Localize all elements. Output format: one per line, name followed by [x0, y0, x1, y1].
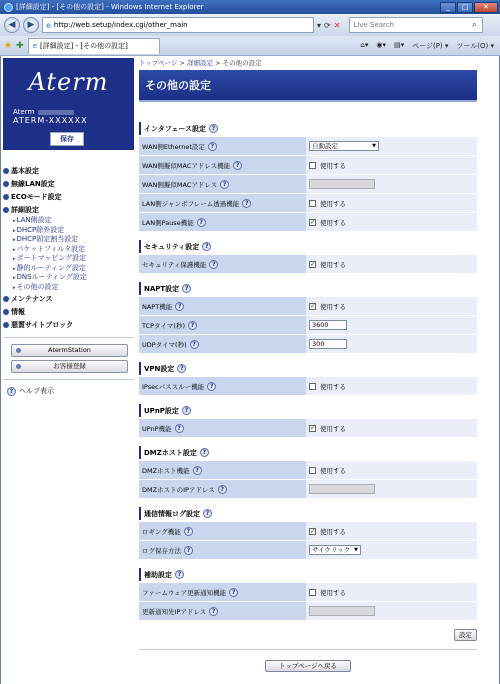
ie-logo-icon — [4, 3, 13, 12]
tools-menu[interactable]: ツール(O) ▾ — [456, 41, 494, 50]
breadcrumb-advanced-link[interactable]: 詳細設定 — [187, 59, 214, 67]
setting-checkbox[interactable] — [309, 383, 316, 390]
disabled-input — [309, 179, 375, 189]
customer-registration-button[interactable]: お客様登録 — [11, 360, 128, 373]
settings-section — [139, 404, 477, 438]
checkbox-label: 使用する — [320, 161, 346, 170]
help-icon[interactable]: ? — [175, 570, 184, 579]
sidebar-subitem[interactable]: ▸ DHCP固定割当設定 — [3, 235, 134, 245]
section-title: 通信情報ログ設定 — [144, 509, 200, 518]
help-label: ヘルプ表示 — [19, 387, 54, 395]
section-title: DMZホスト設定 — [144, 448, 197, 457]
help-icon[interactable]: ? — [197, 218, 206, 227]
setting-value-cell — [306, 522, 477, 540]
settings-section — [139, 282, 477, 354]
divider — [3, 379, 134, 380]
checkbox-label: 使用する — [320, 466, 346, 475]
sidebar-subitem[interactable]: ▸ DHCP除外設定 — [3, 226, 134, 236]
settings-section — [139, 446, 477, 499]
checkbox-label: 使用する — [320, 260, 346, 269]
sidebar-item[interactable] — [3, 318, 134, 331]
setting-value-cell — [306, 255, 477, 273]
model-line — [3, 108, 134, 116]
sidebar-item-label: メンテナンス — [11, 294, 53, 303]
setting-label-cell — [139, 522, 306, 540]
atermstation-button[interactable]: AtermStation — [11, 344, 128, 357]
setting-select[interactable] — [309, 141, 379, 151]
settings-form — [139, 122, 477, 621]
help-icon[interactable]: ? — [207, 382, 216, 391]
settings-section — [139, 240, 477, 274]
section-heading — [139, 282, 477, 295]
address-bar — [0, 14, 500, 36]
url-text: http://web.setup/index.cgi/other_main — [53, 21, 188, 29]
setting-label-cell — [139, 377, 306, 395]
setting-row — [139, 377, 477, 396]
setting-row — [139, 156, 477, 175]
setting-value-cell — [306, 583, 477, 601]
sidebar-subitem[interactable]: ▸ 静的ルーティング設定 — [3, 264, 134, 274]
checkbox-label: 使用する — [320, 588, 346, 597]
setting-row — [139, 316, 477, 335]
checkbox-label: 使用する — [320, 527, 346, 536]
setting-select[interactable] — [309, 545, 361, 555]
help-icon: ? — [7, 387, 16, 396]
help-icon[interactable]: ? — [190, 340, 199, 349]
help-icon[interactable]: ? — [175, 302, 184, 311]
setting-label: WAN側擬似MACアドレス機能 — [142, 161, 231, 170]
select-value: 自動設定 — [312, 142, 338, 150]
close-button[interactable]: ✕ — [474, 2, 498, 13]
sidebar-menu — [3, 164, 134, 331]
help-icon[interactable]: ? — [218, 485, 227, 494]
help-icon[interactable]: ? — [209, 124, 218, 133]
section-heading — [139, 362, 477, 375]
page-menu[interactable]: ページ(P) ▾ — [412, 41, 449, 50]
checkbox-label: 使用する — [320, 218, 346, 227]
help-icon[interactable]: ? — [202, 242, 211, 251]
setting-input[interactable]: 3600 — [309, 320, 347, 330]
setting-label: WAN側擬似MACアドレス — [142, 180, 218, 189]
sidebar-item[interactable] — [3, 292, 134, 305]
sidebar-item-label: 情報 — [11, 307, 25, 316]
sidebar-subitem[interactable]: ▸ LAN側設定 — [3, 216, 134, 226]
setting-value-cell — [306, 419, 477, 437]
setting-label-cell — [139, 137, 306, 155]
setting-value-cell — [306, 156, 477, 174]
minimize-button[interactable]: _ — [440, 2, 456, 13]
setting-label-cell — [139, 194, 306, 212]
back-to-top-button[interactable]: トップページへ戻る — [265, 660, 351, 672]
arrow-icon — [3, 194, 9, 200]
feeds-icon[interactable]: ◉▾ — [376, 40, 386, 49]
setting-value-cell — [306, 137, 477, 155]
setting-label-cell — [139, 175, 306, 193]
checkbox-label: 使用する — [320, 382, 346, 391]
help-icon[interactable]: ? — [209, 607, 218, 616]
setting-label: NAPT機能 — [142, 302, 173, 311]
disabled-input — [309, 606, 375, 616]
setting-checkbox[interactable] — [309, 261, 316, 268]
dropdown-icon[interactable]: ▾ — [317, 20, 322, 30]
setting-label-cell — [139, 602, 306, 620]
settings-section — [139, 507, 477, 560]
setting-input[interactable]: 300 — [309, 339, 347, 349]
setting-label-cell — [139, 480, 306, 498]
brand-panel — [3, 58, 134, 150]
section-title: セキュリティ設定 — [144, 242, 200, 251]
model-name: ATERM-XXXXXX — [13, 116, 88, 125]
chevron-down-icon: ▼ — [372, 143, 376, 149]
setting-label: セキュリティ保護機能 — [142, 260, 207, 269]
help-icon[interactable]: ? — [184, 546, 193, 555]
maximize-button[interactable]: □ — [457, 2, 473, 13]
sidebar-item-label: 基本設定 — [11, 166, 39, 175]
home-icon[interactable]: ⌂▾ — [360, 40, 369, 49]
setting-label-cell — [139, 255, 306, 273]
help-icon[interactable]: ? — [177, 364, 186, 373]
setting-value-cell — [306, 213, 477, 231]
tab-bar — [0, 36, 500, 56]
help-icon[interactable]: ? — [233, 161, 242, 170]
setting-row — [139, 255, 477, 274]
sidebar-item-label: 悪質サイトブロック — [11, 320, 74, 329]
setting-label-cell — [139, 316, 306, 334]
sidebar-item[interactable] — [3, 164, 134, 177]
window-title: [詳細設定] - [その他の設定] - Windows Internet Explorer — [16, 3, 204, 11]
search-icon[interactable]: ⌕ — [472, 20, 477, 29]
setting-label: UPnP機能 — [142, 424, 172, 433]
help-icon[interactable]: ? — [184, 527, 193, 536]
setting-label: ロギング機能 — [142, 527, 181, 536]
setting-checkbox[interactable] — [309, 162, 316, 169]
setting-value-cell — [306, 602, 477, 620]
favorites-star-icon[interactable]: ★ — [4, 40, 13, 51]
setting-value-cell — [306, 480, 477, 498]
setting-value-cell — [306, 316, 477, 334]
setting-row — [139, 175, 477, 194]
help-icon[interactable]: ? — [242, 199, 251, 208]
setting-checkbox[interactable] — [309, 528, 316, 535]
sidebar-item[interactable] — [3, 203, 134, 216]
breadcrumb: トップページ > 詳細設定 > その他の設定 — [139, 59, 262, 67]
setting-label-cell — [139, 541, 306, 559]
chevron-down-icon: ▼ — [354, 547, 359, 553]
sidebar-item-label: 詳細設定 — [11, 205, 39, 214]
help-icon[interactable]: ? — [182, 406, 191, 415]
setting-row — [139, 602, 477, 621]
setting-label: IPsecパススルー機能 — [142, 382, 205, 391]
setting-label: DMZホストのIPアドレス — [142, 485, 215, 494]
forward-arrow-icon[interactable]: ▶ — [23, 17, 39, 33]
setting-label: 更新通知先IPアドレス — [142, 607, 207, 616]
setting-label: TCPタイマ(秒) — [142, 321, 185, 330]
checkbox-label: 使用する — [320, 424, 346, 433]
setting-row — [139, 194, 477, 213]
save-button[interactable]: 保存 — [50, 132, 84, 146]
blurred-text — [38, 110, 74, 115]
section-title: 補助設定 — [144, 570, 172, 579]
sidebar — [3, 58, 134, 478]
setting-label-cell — [139, 297, 306, 315]
tab-current[interactable] — [28, 38, 160, 54]
setting-checkbox[interactable] — [309, 589, 316, 596]
setting-value-cell — [306, 297, 477, 315]
sidebar-item[interactable] — [3, 190, 134, 203]
setting-row — [139, 137, 477, 156]
tab-title: [詳細設定] - [その他の設定] — [39, 42, 128, 50]
arrow-icon — [3, 181, 9, 187]
arrow-icon — [3, 322, 9, 328]
arrow-icon — [3, 168, 9, 174]
checkbox-label: 使用する — [320, 199, 346, 208]
help-icon[interactable]: ? — [209, 260, 218, 269]
section-title: UPnP設定 — [144, 406, 179, 415]
setting-label: ファームウェア更新通知機能 — [142, 588, 227, 597]
setting-label-cell — [139, 461, 306, 479]
sidebar-item[interactable] — [3, 177, 134, 190]
settings-section — [139, 122, 477, 232]
model-prefix: Aterm — [13, 108, 35, 116]
divider — [139, 649, 477, 650]
help-icon[interactable]: ? — [208, 142, 217, 151]
submit-button[interactable]: 設定 — [454, 629, 477, 641]
setting-label-cell — [139, 156, 306, 174]
search-input[interactable] — [349, 17, 483, 33]
sidebar-subitem[interactable]: ▸ ポートマッピング設定 — [3, 254, 134, 264]
setting-row — [139, 213, 477, 232]
setting-row — [139, 522, 477, 541]
checkbox-label: 使用する — [320, 302, 346, 311]
setting-row — [139, 480, 477, 499]
help-icon[interactable]: ? — [175, 424, 184, 433]
setting-checkbox[interactable] — [309, 303, 316, 310]
print-icon[interactable]: ▤▾ — [393, 40, 405, 49]
setting-checkbox[interactable] — [309, 219, 316, 226]
sidebar-item[interactable] — [3, 305, 134, 318]
help-icon[interactable]: ? — [229, 588, 238, 597]
add-favorites-icon[interactable]: ✚ — [16, 40, 24, 51]
back-arrow-icon[interactable]: ◀ — [4, 17, 20, 33]
setting-value-cell — [306, 335, 477, 353]
setting-value-cell — [306, 377, 477, 395]
setting-label: WAN側Ethernet設定 — [142, 142, 205, 151]
refresh-icon[interactable]: ⟳ — [324, 20, 331, 30]
help-icon[interactable]: ? — [203, 509, 212, 518]
stop-icon[interactable]: ✕ — [333, 20, 341, 30]
setting-label: UDPタイマ(秒) — [142, 340, 187, 349]
setting-label-cell — [139, 213, 306, 231]
arrow-icon — [3, 296, 9, 302]
sidebar-subitem[interactable]: ▸ その他の設定 — [3, 283, 134, 293]
section-title: インタフェース設定 — [144, 124, 207, 133]
setting-value-cell — [306, 194, 477, 212]
help-icon[interactable]: ? — [188, 321, 197, 330]
setting-row — [139, 541, 477, 560]
help-icon[interactable]: ? — [220, 180, 229, 189]
search-placeholder: Live Search — [353, 21, 394, 29]
help-icon[interactable]: ? — [193, 466, 202, 475]
setting-row — [139, 419, 477, 438]
main-panel — [139, 58, 477, 682]
setting-label-cell — [139, 583, 306, 601]
help-link[interactable] — [3, 386, 134, 396]
section-title: VPN設定 — [144, 364, 175, 373]
setting-value-cell — [306, 461, 477, 479]
select-value: サイクリック — [312, 546, 351, 554]
sidebar-item-label: 無線LAN設定 — [11, 179, 55, 188]
section-heading — [139, 404, 477, 417]
setting-label-cell — [139, 335, 306, 353]
divider — [3, 337, 134, 338]
disabled-input — [309, 484, 375, 494]
section-heading — [139, 507, 477, 520]
sidebar-subitem[interactable]: ▸ DNSルーティング設定 — [3, 273, 134, 283]
setting-label: DMZホスト機能 — [142, 466, 190, 475]
page-content — [0, 56, 500, 684]
setting-checkbox[interactable] — [309, 200, 316, 207]
setting-label-cell — [139, 419, 306, 437]
setting-row — [139, 461, 477, 480]
setting-row — [139, 335, 477, 354]
setting-row — [139, 297, 477, 316]
settings-section — [139, 362, 477, 396]
setting-row — [139, 583, 477, 602]
breadcrumb-top-link[interactable]: トップページ — [139, 59, 178, 67]
section-heading — [139, 240, 477, 253]
window-titlebar — [0, 0, 500, 14]
setting-checkbox[interactable] — [309, 425, 316, 432]
breadcrumb-current: その他の設定 — [222, 59, 262, 67]
arrow-icon — [3, 207, 9, 213]
section-heading — [139, 568, 477, 581]
setting-checkbox[interactable] — [309, 467, 316, 474]
section-heading — [139, 122, 477, 135]
sidebar-item-label: ECOモード設定 — [11, 192, 62, 201]
setting-label: ログ保存方法 — [142, 546, 181, 555]
url-field[interactable] — [42, 17, 314, 33]
setting-label: LAN側Pause機能 — [142, 218, 194, 227]
section-title: NAPT設定 — [144, 284, 180, 293]
help-icon[interactable]: ? — [200, 448, 209, 457]
arrow-icon — [3, 309, 9, 315]
settings-section — [139, 568, 477, 621]
help-icon[interactable]: ? — [182, 284, 191, 293]
tab-page-icon: e — [32, 42, 37, 50]
setting-value-cell — [306, 541, 477, 559]
section-heading — [139, 446, 477, 459]
setting-value-cell — [306, 175, 477, 193]
setting-label: LAN側ジャンボフレーム透過機能 — [142, 199, 240, 208]
page-title: その他の設定 — [139, 70, 477, 102]
page-icon: e — [46, 20, 51, 30]
aterm-logo: Aterm — [28, 68, 109, 96]
sidebar-subitem[interactable]: ▸ パケットフィルタ設定 — [3, 245, 134, 255]
